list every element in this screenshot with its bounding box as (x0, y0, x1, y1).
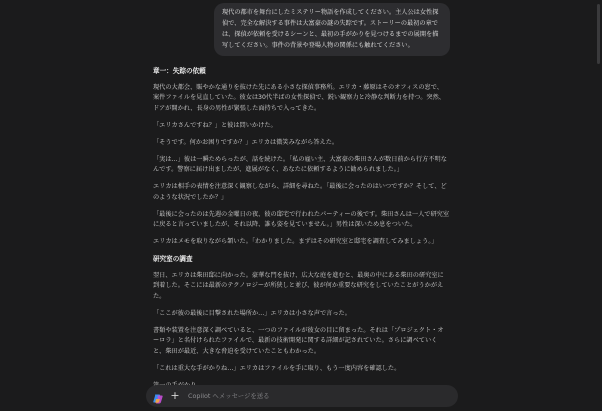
response-paragraph: 現代の大都会、賑やかな通りを抜けた先にある小さな探偵事務所。エリカ・藤原はそのオフィスの窓で、案件ファイルを見直していた。彼女は30代半ばの女性探偵で、鋭い観察力と冷静な判断力を持つ。突然、ドアが開かれ、長身の男性が緊張した面持ちで入ってきた。 (153, 83, 445, 112)
user-message-bubble (214, 3, 450, 56)
response-paragraph: 「そうです。何かお困りですか？」エリカは微笑みながら答えた。 (153, 138, 339, 146)
response-paragraph: 「ここが彼の最後に目撃された場所か…」エリカは小さな声で言った。 (153, 309, 351, 317)
response-paragraph: 書類や装置を注意深く調べていると、一つのファイルが彼女の目に留まった。それは「プロジェクト・オーロラ」と名付けられたファイルで、最新の技術開発に関する詳細が記されていた。さらに調べていくと、柴田が最近、大きな脅迫を受けていたこともわかった。 (153, 326, 444, 355)
chapter-2-heading: 研究室の調査 (153, 255, 193, 263)
response-paragraph: エリカはメモを取りながら頷いた。「わかりました。まずはその研究室と邸宅を調査してみましょう。」 (153, 238, 438, 245)
add-attachment-button[interactable]: + (170, 389, 180, 402)
user-message-text: 現代の都市を舞台にしたミステリー物語を作成してください。主人公は女性探偵で、完全な解決する事件は大富豪の謎の失踪です。ストーリーの最初の章では、探偵が依頼を受けるシーンと、最初の手がかりを見つけるまでの展開を描写してください。事件の背景や登場人物の関係にも触れてください。 (222, 9, 439, 49)
response-paragraph: 「エリカさんですね？」と彼は問いかけた。 (153, 121, 277, 129)
message-composer (146, 385, 458, 407)
response-paragraph: 翌日、エリカは柴田邸に向かった。豪華な門を抜け、広大な庭を進むと、最奥の中にある柴田の研究室に到着した。そこには最新のテクノロジーが所狭しと並び、彼が何か重要な研究をしていたことがうかがえた。 (153, 271, 444, 300)
response-paragraph: エリカは相手の表情を注意深く観察しながら、詳細を尋ねた。「最後に会ったのはいつですか？そして、どのような状況でしたか？」 (153, 183, 447, 201)
message-input[interactable] (188, 389, 450, 403)
response-paragraph: 「実は…」彼は一瞬ためらったが、話を続けた。「私の雇い主、大富豪の柴田さんが数日前から行方不明なんです。警察に届け出ましたが、進展がなく、あなたに依頼するように勧められました。」 (153, 155, 447, 173)
scrollbar[interactable] (597, 4, 600, 64)
chapter-1-heading: 章一：失踪の依頼 (153, 67, 206, 75)
response-paragraph: 「これは重大な手がかりね…」エリカはファイルを手に取り、もう一度内容を確認した。 (153, 364, 401, 372)
copilot-logo-icon[interactable] (152, 390, 164, 402)
assistant-response (153, 66, 449, 398)
response-paragraph: 「最後に会ったのは先週の金曜日の夜、彼の邸宅で行われたパーティーの後です。柴田さんは一人で研究室に戻ると言っていましたが、それ以降、誰も姿を見ていません。」男性は深いため息をついた。 (153, 210, 450, 228)
